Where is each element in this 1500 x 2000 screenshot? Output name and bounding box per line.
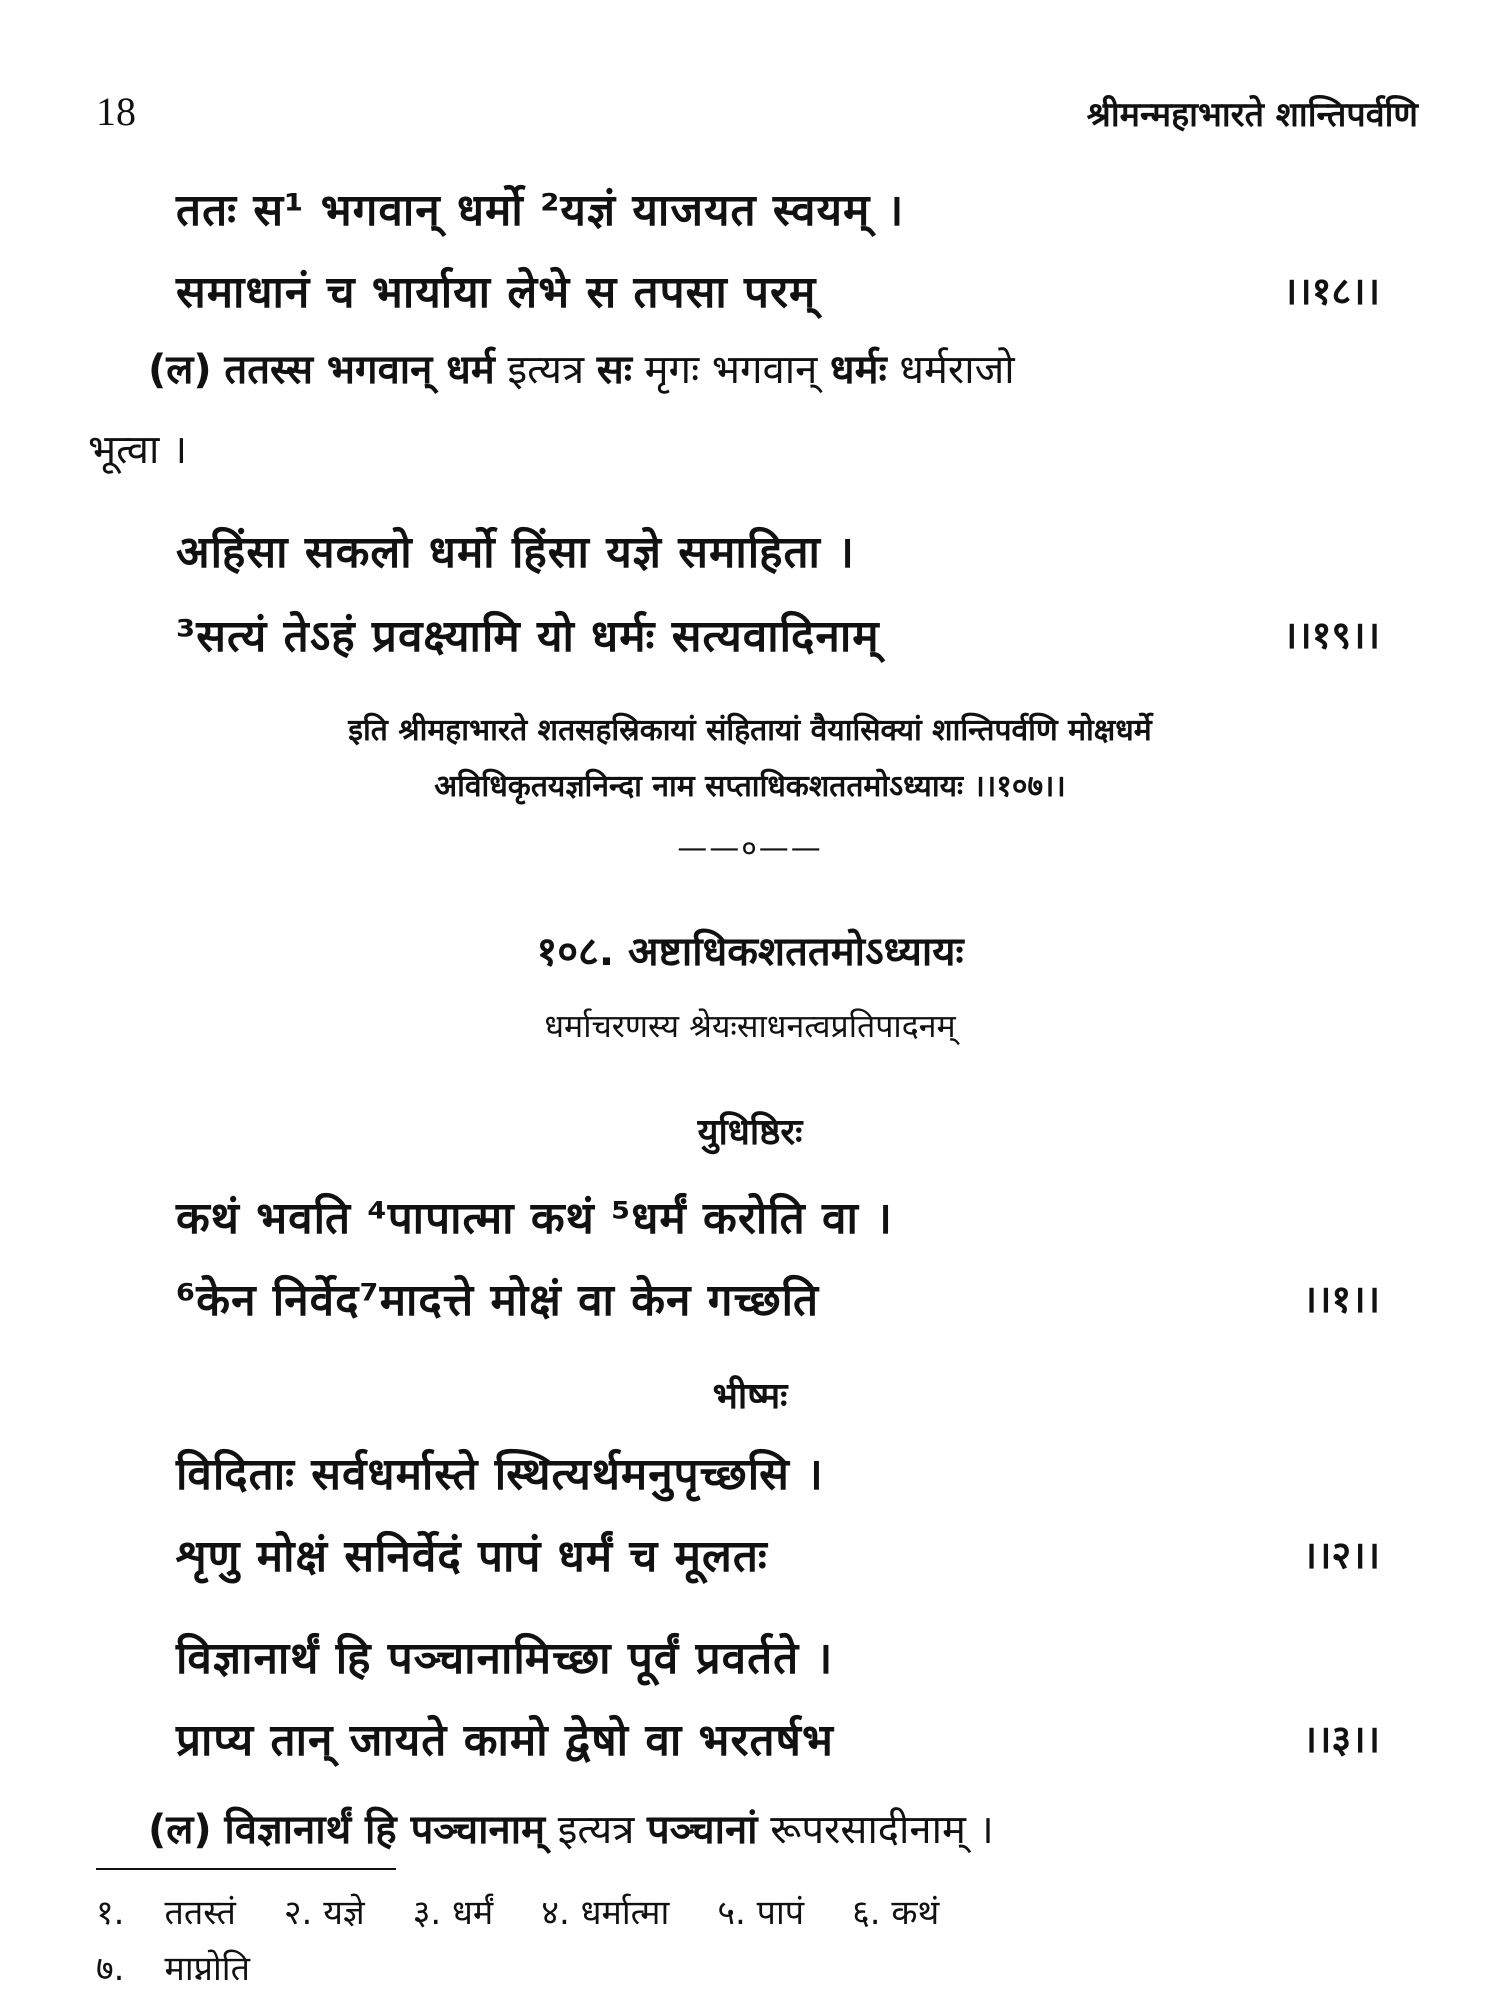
footnote-number: ३. (412, 1893, 442, 1933)
verse-18-line-1: ततः स¹ भगवान् धर्मो ²यज्ञं याजयत स्वयम् । (176, 185, 905, 236)
commentary-prefix: (ल) (148, 1807, 212, 1853)
commentary-1-line-1 (148, 340, 1015, 395)
footnote-number: ४. (541, 1893, 570, 1933)
page-number: 18 (96, 89, 136, 134)
commentary-text: इत्यत्र (507, 347, 585, 393)
verse-2-number: ।।२।। (1302, 1533, 1380, 1577)
commentary-1-line-2: भूत्वा । (88, 427, 188, 473)
footnote-item (852, 1888, 939, 1934)
verse-19-line-1: अहिंसा सकलो धर्मो हिंसा यज्ञे समाहिता । (176, 527, 855, 578)
footnote-text: यज्ञे (323, 1893, 365, 1933)
commentary-2 (148, 1800, 994, 1855)
running-title: श्रीमन्महाभारते शान्तिपर्वणि (1086, 95, 1418, 135)
verse-3-number: ।।३।। (1302, 1717, 1380, 1761)
footnote-number: १. (96, 1893, 125, 1933)
verse-3-line-2: प्राप्य तान् जायते कामो द्वेषो वा भरतर्षभ (176, 1715, 834, 1766)
commentary-quote: विज्ञानार्थं हि पञ्चानाम् (224, 1807, 546, 1853)
speaker-bhishma: भीष्मः (712, 1376, 788, 1417)
chapter-title: १०८. अष्टाधिकशततमोऽध्यायः (536, 929, 964, 975)
footnote-number: ६. (852, 1893, 881, 1933)
footnote-item (541, 1888, 669, 1934)
footnote-text: धर्मं (452, 1893, 494, 1933)
footnote-item (96, 1944, 250, 1990)
footnote-item (284, 1888, 365, 1934)
footnote-rule (96, 1868, 396, 1870)
verse-2-line-2: शृणु मोक्षं सनिर्वेदं पापं धर्मं च मूलतः (176, 1531, 768, 1582)
commentary-prefix: (ल) (148, 347, 212, 393)
verse-2-line-1: विदिताः सर्वधर्मास्ते स्थित्यर्थमनुपृच्छसि । (176, 1449, 824, 1500)
speaker-yudhishthira: युधिष्ठिरः (697, 1112, 803, 1153)
colophon-line-2: अविधिकृतयज्ञनिन्दा नाम सप्ताधिकशततमोऽध्यायः ।।१०७।। (434, 769, 1066, 804)
footnote-text: पापं (756, 1893, 805, 1933)
verse-3-line-1: विज्ञानार्थं हि पञ्चानामिच्छा पूर्वं प्रवर्तते । (176, 1633, 834, 1684)
commentary-text: रूपरसादीनाम् । (770, 1807, 994, 1853)
commentary-text: मृगः भगवान् (644, 347, 818, 393)
footnote-text: माप्नोति (164, 1949, 250, 1989)
chapter-subtitle: धर्माचरणस्य श्रेयःसाधनत्वप्रतिपादनम् (544, 1007, 956, 1045)
verse-1-line-1: कथं भवति ⁴पापात्मा कथं ⁵धर्मं करोति वा । (176, 1193, 893, 1244)
commentary-term: धर्मः (830, 347, 887, 393)
footnote-text: ततस्तं (164, 1893, 236, 1933)
commentary-term: पञ्चानां (647, 1807, 758, 1853)
verse-19-line-2: ³सत्यं तेऽहं प्रवक्ष्यामि यो धर्मः सत्यवादिनाम् (176, 611, 880, 662)
verse-1-number: ।।१।। (1302, 1277, 1380, 1321)
footnote-number: ५. (717, 1893, 746, 1933)
commentary-text: धर्मराजो (899, 347, 1015, 393)
footnotes-row-1 (96, 1888, 987, 1934)
verse-18-line-2: समाधानं च भार्याया लेभे स तपसा परम् (176, 267, 817, 318)
footnote-item (96, 1888, 236, 1934)
verse-18-number: ।।१८।। (1282, 269, 1380, 313)
footnotes-row-2 (96, 1944, 298, 1990)
footnote-item (717, 1888, 804, 1934)
footnote-text: कथं (891, 1893, 940, 1933)
footnote-text: धर्मात्मा (580, 1893, 670, 1933)
footnote-item (413, 1888, 494, 1934)
footnote-number: २. (283, 1893, 313, 1933)
verse-19-number: ।।१९।। (1282, 613, 1380, 657)
commentary-text: इत्यत्र (557, 1807, 635, 1853)
commentary-quote: ततस्स भगवान् धर्म (224, 347, 495, 393)
footnote-number: ७. (96, 1949, 125, 1989)
commentary-term: सः (596, 347, 632, 393)
verse-1-line-2: ⁶केन निर्वेद⁷मादत्ते मोक्षं वा केन गच्छति (176, 1275, 820, 1326)
section-divider: ——०—— (677, 831, 823, 866)
colophon-line-1: इति श्रीमहाभारते शतसहस्रिकायां संहितायां वैयासिक्यां शान्तिपर्वणि मोक्षधर्मे (348, 713, 1152, 748)
